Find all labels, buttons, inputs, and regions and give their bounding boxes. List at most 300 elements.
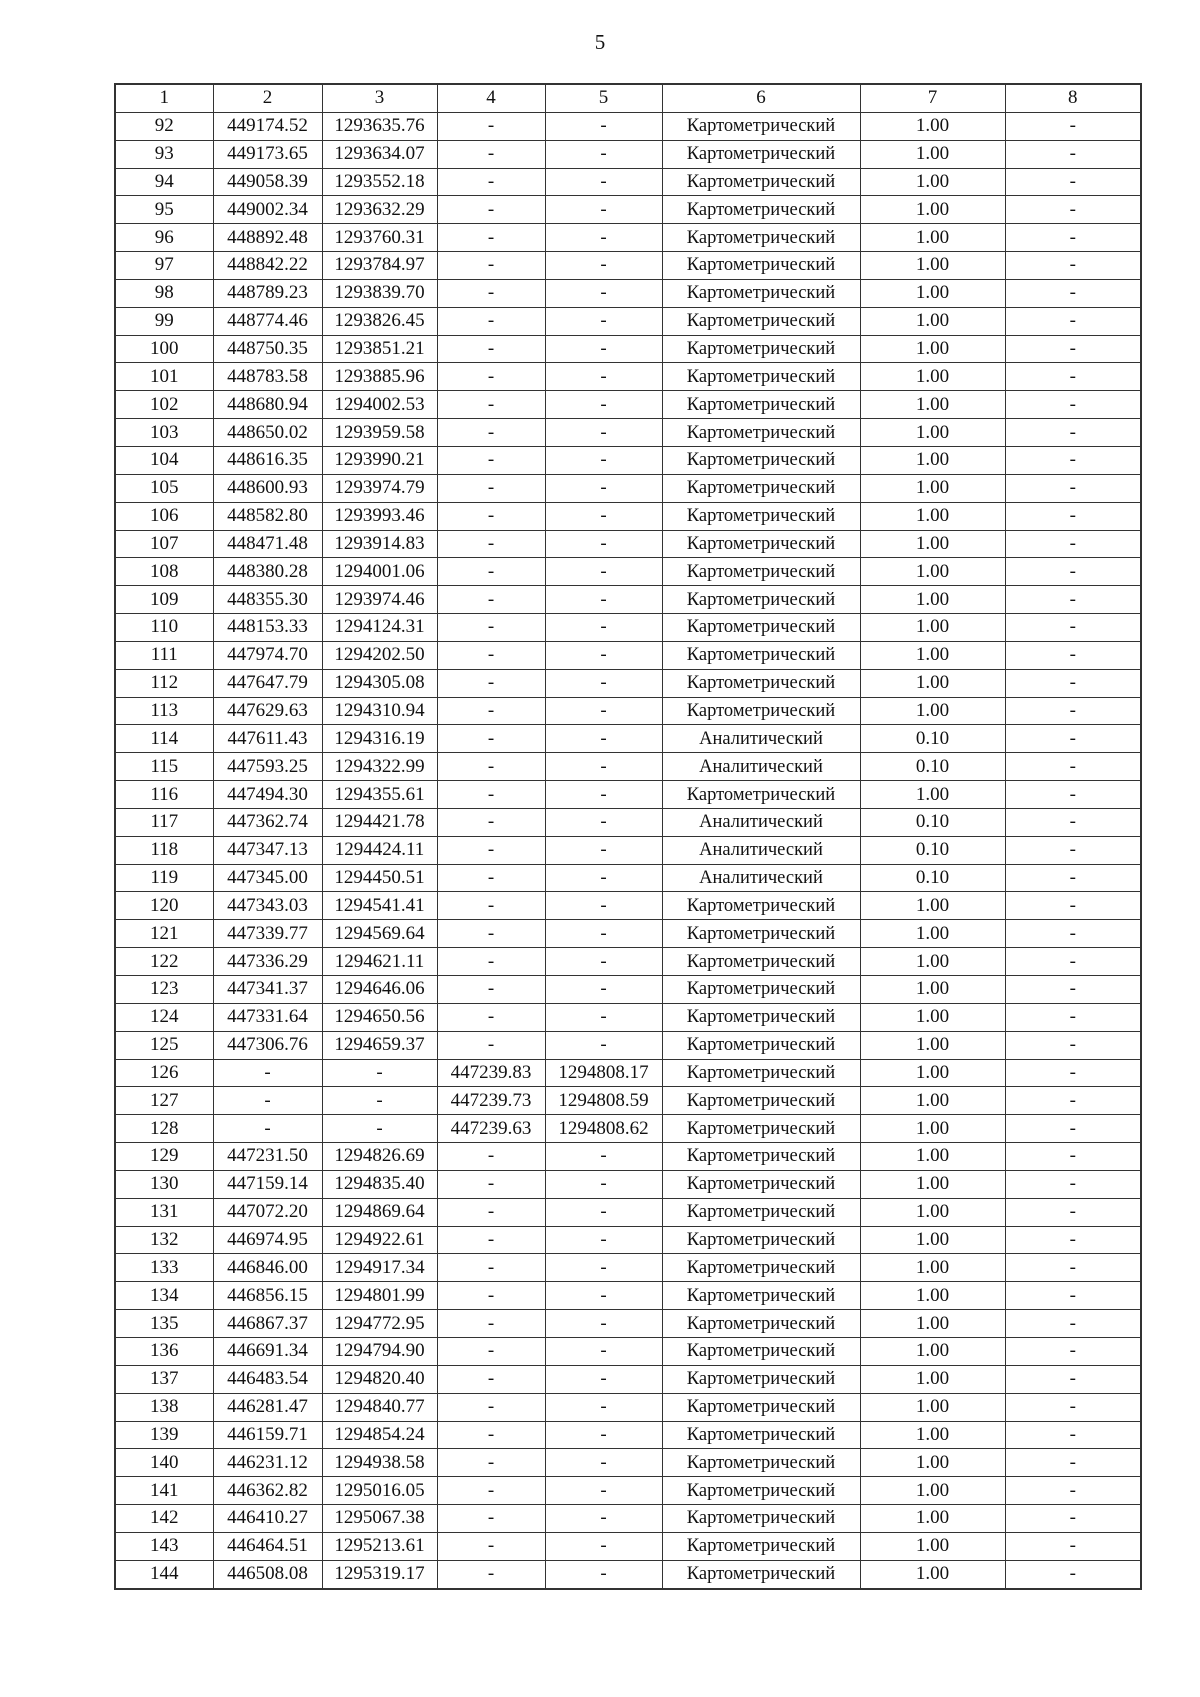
method-cell: Картометрический — [662, 1254, 860, 1282]
x-alt-coordinate-cell: - — [437, 363, 545, 391]
x-coordinate-cell: 448892.48 — [213, 224, 322, 252]
table-row — [115, 224, 1141, 252]
point-number-cell: 124 — [115, 1003, 213, 1031]
y-coordinate-cell: 1293993.46 — [322, 502, 437, 530]
x-alt-coordinate-cell: - — [437, 920, 545, 948]
column-header: 3 — [322, 84, 437, 112]
page-number: 5 — [594, 30, 606, 54]
note-cell: - — [1005, 1170, 1141, 1198]
y-alt-coordinate-cell: - — [545, 224, 662, 252]
note-cell: - — [1005, 1477, 1141, 1505]
accuracy-cell: 1.00 — [860, 1421, 1005, 1449]
y-coordinate-cell: - — [322, 1059, 437, 1087]
y-alt-coordinate-cell: - — [545, 836, 662, 864]
column-header: 7 — [860, 84, 1005, 112]
y-coordinate-cell: 1295016.05 — [322, 1477, 437, 1505]
y-alt-coordinate-cell: - — [545, 641, 662, 669]
x-coordinate-cell: 447494.30 — [213, 781, 322, 809]
note-cell: - — [1005, 279, 1141, 307]
column-header: 1 — [115, 84, 213, 112]
x-alt-coordinate-cell: - — [437, 419, 545, 447]
x-coordinate-cell: 446410.27 — [213, 1505, 322, 1533]
y-coordinate-cell: 1294826.69 — [322, 1143, 437, 1171]
accuracy-cell: 1.00 — [860, 168, 1005, 196]
x-coordinate-cell: 449174.52 — [213, 112, 322, 140]
y-coordinate-cell: 1294569.64 — [322, 920, 437, 948]
point-number-cell: 121 — [115, 920, 213, 948]
y-coordinate-cell: 1295067.38 — [322, 1505, 437, 1533]
header-row — [115, 84, 1141, 112]
point-number-cell: 100 — [115, 335, 213, 363]
note-cell: - — [1005, 1115, 1141, 1143]
accuracy-cell: 0.10 — [860, 864, 1005, 892]
y-coordinate-cell: 1293974.46 — [322, 586, 437, 614]
note-cell: - — [1005, 1003, 1141, 1031]
y-coordinate-cell: 1293634.07 — [322, 140, 437, 168]
y-alt-coordinate-cell: - — [545, 530, 662, 558]
x-coordinate-cell: 446362.82 — [213, 1477, 322, 1505]
point-number-cell: 143 — [115, 1532, 213, 1560]
table-row — [115, 781, 1141, 809]
accuracy-cell: 1.00 — [860, 976, 1005, 1004]
accuracy-cell: 1.00 — [860, 1310, 1005, 1338]
x-alt-coordinate-cell: - — [437, 614, 545, 642]
point-number-cell: 109 — [115, 586, 213, 614]
point-number-cell: 117 — [115, 808, 213, 836]
point-number-cell: 101 — [115, 363, 213, 391]
x-alt-coordinate-cell: - — [437, 307, 545, 335]
table-row — [115, 1282, 1141, 1310]
y-alt-coordinate-cell: - — [545, 391, 662, 419]
note-cell: - — [1005, 892, 1141, 920]
point-number-cell: 119 — [115, 864, 213, 892]
method-cell: Картометрический — [662, 1560, 860, 1588]
x-alt-coordinate-cell: - — [437, 168, 545, 196]
table-row — [115, 1143, 1141, 1171]
note-cell: - — [1005, 641, 1141, 669]
x-coordinate-cell: 447341.37 — [213, 976, 322, 1004]
column-header: 2 — [213, 84, 322, 112]
x-alt-coordinate-cell: - — [437, 781, 545, 809]
y-coordinate-cell: 1294355.61 — [322, 781, 437, 809]
accuracy-cell: 1.00 — [860, 948, 1005, 976]
method-cell: Картометрический — [662, 1393, 860, 1421]
method-cell: Картометрический — [662, 1505, 860, 1533]
note-cell: - — [1005, 808, 1141, 836]
note-cell: - — [1005, 781, 1141, 809]
note-cell: - — [1005, 252, 1141, 280]
note-cell: - — [1005, 1393, 1141, 1421]
accuracy-cell: 1.00 — [860, 1087, 1005, 1115]
x-alt-coordinate-cell: - — [437, 948, 545, 976]
x-alt-coordinate-cell: - — [437, 502, 545, 530]
table-row — [115, 1226, 1141, 1254]
table-row — [115, 1449, 1141, 1477]
accuracy-cell: 1.00 — [860, 1031, 1005, 1059]
y-coordinate-cell: 1293990.21 — [322, 446, 437, 474]
accuracy-cell: 1.00 — [860, 558, 1005, 586]
point-number-cell: 142 — [115, 1505, 213, 1533]
y-coordinate-cell: 1294794.90 — [322, 1337, 437, 1365]
y-alt-coordinate-cell: - — [545, 446, 662, 474]
accuracy-cell: 1.00 — [860, 1059, 1005, 1087]
table-row — [115, 279, 1141, 307]
accuracy-cell: 1.00 — [860, 196, 1005, 224]
y-alt-coordinate-cell: - — [545, 279, 662, 307]
x-coordinate-cell: 448616.35 — [213, 446, 322, 474]
method-cell: Картометрический — [662, 1365, 860, 1393]
x-coordinate-cell: 446691.34 — [213, 1337, 322, 1365]
table-row — [115, 836, 1141, 864]
accuracy-cell: 1.00 — [860, 1365, 1005, 1393]
table-row — [115, 196, 1141, 224]
table-row — [115, 1365, 1141, 1393]
y-coordinate-cell: 1294646.06 — [322, 976, 437, 1004]
table-row — [115, 1477, 1141, 1505]
x-coordinate-cell: 447611.43 — [213, 725, 322, 753]
y-coordinate-cell: 1294820.40 — [322, 1365, 437, 1393]
y-coordinate-cell: 1293826.45 — [322, 307, 437, 335]
point-number-cell: 144 — [115, 1560, 213, 1588]
table-row — [115, 1310, 1141, 1338]
point-number-cell: 122 — [115, 948, 213, 976]
note-cell: - — [1005, 112, 1141, 140]
x-coordinate-cell: 446159.71 — [213, 1421, 322, 1449]
y-alt-coordinate-cell: - — [545, 753, 662, 781]
y-alt-coordinate-cell: 1294808.62 — [545, 1115, 662, 1143]
accuracy-cell: 1.00 — [860, 1170, 1005, 1198]
x-coordinate-cell: 448582.80 — [213, 502, 322, 530]
note-cell: - — [1005, 920, 1141, 948]
x-alt-coordinate-cell: - — [437, 753, 545, 781]
x-alt-coordinate-cell: - — [437, 1560, 545, 1588]
y-alt-coordinate-cell: - — [545, 1282, 662, 1310]
y-coordinate-cell: 1294854.24 — [322, 1421, 437, 1449]
table-row — [115, 1059, 1141, 1087]
note-cell: - — [1005, 586, 1141, 614]
y-alt-coordinate-cell: - — [545, 725, 662, 753]
point-number-cell: 107 — [115, 530, 213, 558]
note-cell: - — [1005, 196, 1141, 224]
x-coordinate-cell: 446483.54 — [213, 1365, 322, 1393]
method-cell: Аналитический — [662, 836, 860, 864]
column-header: 4 — [437, 84, 545, 112]
x-alt-coordinate-cell: - — [437, 1393, 545, 1421]
y-alt-coordinate-cell: - — [545, 586, 662, 614]
y-coordinate-cell: 1295319.17 — [322, 1560, 437, 1588]
x-alt-coordinate-cell: - — [437, 112, 545, 140]
method-cell: Картометрический — [662, 1003, 860, 1031]
point-number-cell: 126 — [115, 1059, 213, 1087]
y-alt-coordinate-cell: - — [545, 614, 662, 642]
accuracy-cell: 1.00 — [860, 669, 1005, 697]
method-cell: Картометрический — [662, 558, 860, 586]
method-cell: Картометрический — [662, 948, 860, 976]
accuracy-cell: 0.10 — [860, 725, 1005, 753]
table-row — [115, 558, 1141, 586]
y-coordinate-cell: 1294322.99 — [322, 753, 437, 781]
table-row — [115, 808, 1141, 836]
y-alt-coordinate-cell: - — [545, 419, 662, 447]
x-coordinate-cell: 446974.95 — [213, 1226, 322, 1254]
method-cell: Картометрический — [662, 363, 860, 391]
note-cell: - — [1005, 530, 1141, 558]
table-row — [115, 725, 1141, 753]
x-coordinate-cell: 447974.70 — [213, 641, 322, 669]
y-alt-coordinate-cell: - — [545, 976, 662, 1004]
table-row — [115, 1170, 1141, 1198]
point-number-cell: 136 — [115, 1337, 213, 1365]
point-number-cell: 108 — [115, 558, 213, 586]
y-coordinate-cell: - — [322, 1087, 437, 1115]
table-row — [115, 1337, 1141, 1365]
column-header: 5 — [545, 84, 662, 112]
note-cell: - — [1005, 697, 1141, 725]
y-coordinate-cell: 1294316.19 — [322, 725, 437, 753]
method-cell: Картометрический — [662, 1115, 860, 1143]
y-alt-coordinate-cell: - — [545, 808, 662, 836]
accuracy-cell: 0.10 — [860, 808, 1005, 836]
method-cell: Картометрический — [662, 1170, 860, 1198]
table-row — [115, 307, 1141, 335]
accuracy-cell: 0.10 — [860, 753, 1005, 781]
accuracy-cell: 1.00 — [860, 1337, 1005, 1365]
y-coordinate-cell: 1294202.50 — [322, 641, 437, 669]
y-coordinate-cell: 1293632.29 — [322, 196, 437, 224]
table-row — [115, 1560, 1141, 1588]
table-row — [115, 697, 1141, 725]
note-cell: - — [1005, 976, 1141, 1004]
method-cell: Аналитический — [662, 725, 860, 753]
x-coordinate-cell: 447629.63 — [213, 697, 322, 725]
x-coordinate-cell: 448750.35 — [213, 335, 322, 363]
table-row — [115, 586, 1141, 614]
note-cell: - — [1005, 558, 1141, 586]
column-header: 8 — [1005, 84, 1141, 112]
point-number-cell: 137 — [115, 1365, 213, 1393]
y-coordinate-cell: 1293784.97 — [322, 252, 437, 280]
method-cell: Картометрический — [662, 1421, 860, 1449]
note-cell: - — [1005, 669, 1141, 697]
method-cell: Картометрический — [662, 920, 860, 948]
point-number-cell: 105 — [115, 474, 213, 502]
y-coordinate-cell: 1293635.76 — [322, 112, 437, 140]
table-row — [115, 1003, 1141, 1031]
method-cell: Картометрический — [662, 781, 860, 809]
y-coordinate-cell: 1295213.61 — [322, 1532, 437, 1560]
x-alt-coordinate-cell: - — [437, 1170, 545, 1198]
table-row — [115, 920, 1141, 948]
y-alt-coordinate-cell: - — [545, 112, 662, 140]
accuracy-cell: 1.00 — [860, 1560, 1005, 1588]
method-cell: Картометрический — [662, 641, 860, 669]
note-cell: - — [1005, 224, 1141, 252]
table-row — [115, 112, 1141, 140]
x-coordinate-cell: 447647.79 — [213, 669, 322, 697]
x-coordinate-cell: 448783.58 — [213, 363, 322, 391]
y-alt-coordinate-cell: - — [545, 363, 662, 391]
method-cell: Картометрический — [662, 1059, 860, 1087]
y-coordinate-cell: 1294424.11 — [322, 836, 437, 864]
point-number-cell: 128 — [115, 1115, 213, 1143]
y-coordinate-cell: 1293914.83 — [322, 530, 437, 558]
table-row — [115, 976, 1141, 1004]
x-coordinate-cell: 447347.13 — [213, 836, 322, 864]
note-cell: - — [1005, 1282, 1141, 1310]
y-coordinate-cell: 1294772.95 — [322, 1310, 437, 1338]
note-cell: - — [1005, 1505, 1141, 1533]
x-alt-coordinate-cell: - — [437, 1254, 545, 1282]
y-alt-coordinate-cell: - — [545, 669, 662, 697]
method-cell: Картометрический — [662, 168, 860, 196]
y-alt-coordinate-cell: - — [545, 1031, 662, 1059]
y-alt-coordinate-cell: - — [545, 168, 662, 196]
y-alt-coordinate-cell: - — [545, 474, 662, 502]
accuracy-cell: 1.00 — [860, 1115, 1005, 1143]
method-cell: Картометрический — [662, 279, 860, 307]
method-cell: Картометрический — [662, 224, 860, 252]
table-row — [115, 948, 1141, 976]
table-row — [115, 1087, 1141, 1115]
accuracy-cell: 1.00 — [860, 224, 1005, 252]
y-alt-coordinate-cell: - — [545, 1393, 662, 1421]
point-number-cell: 97 — [115, 252, 213, 280]
point-number-cell: 99 — [115, 307, 213, 335]
y-coordinate-cell: 1294840.77 — [322, 1393, 437, 1421]
x-alt-coordinate-cell: - — [437, 140, 545, 168]
table-row — [115, 1115, 1141, 1143]
note-cell: - — [1005, 614, 1141, 642]
y-coordinate-cell: 1293839.70 — [322, 279, 437, 307]
method-cell: Картометрический — [662, 697, 860, 725]
x-coordinate-cell: 448842.22 — [213, 252, 322, 280]
point-number-cell: 120 — [115, 892, 213, 920]
y-coordinate-cell: 1294002.53 — [322, 391, 437, 419]
y-coordinate-cell: 1294801.99 — [322, 1282, 437, 1310]
y-coordinate-cell: 1294450.51 — [322, 864, 437, 892]
x-alt-coordinate-cell: - — [437, 1449, 545, 1477]
note-cell: - — [1005, 1031, 1141, 1059]
note-cell: - — [1005, 446, 1141, 474]
method-cell: Картометрический — [662, 474, 860, 502]
point-number-cell: 130 — [115, 1170, 213, 1198]
x-alt-coordinate-cell: - — [437, 530, 545, 558]
accuracy-cell: 1.00 — [860, 920, 1005, 948]
x-coordinate-cell: 447593.25 — [213, 753, 322, 781]
point-number-cell: 116 — [115, 781, 213, 809]
y-coordinate-cell: 1294001.06 — [322, 558, 437, 586]
accuracy-cell: 1.00 — [860, 641, 1005, 669]
accuracy-cell: 1.00 — [860, 252, 1005, 280]
x-coordinate-cell: 447159.14 — [213, 1170, 322, 1198]
x-alt-coordinate-cell: - — [437, 279, 545, 307]
note-cell: - — [1005, 948, 1141, 976]
table-row — [115, 530, 1141, 558]
x-alt-coordinate-cell: 447239.83 — [437, 1059, 545, 1087]
y-alt-coordinate-cell: - — [545, 892, 662, 920]
point-number-cell: 103 — [115, 419, 213, 447]
table-row — [115, 1421, 1141, 1449]
x-alt-coordinate-cell: - — [437, 1505, 545, 1533]
x-alt-coordinate-cell: - — [437, 1003, 545, 1031]
y-coordinate-cell: 1294421.78 — [322, 808, 437, 836]
note-cell: - — [1005, 419, 1141, 447]
x-alt-coordinate-cell: - — [437, 1031, 545, 1059]
note-cell: - — [1005, 1254, 1141, 1282]
x-alt-coordinate-cell: - — [437, 1282, 545, 1310]
accuracy-cell: 1.00 — [860, 1532, 1005, 1560]
table-row — [115, 614, 1141, 642]
x-coordinate-cell: 448789.23 — [213, 279, 322, 307]
accuracy-cell: 1.00 — [860, 614, 1005, 642]
note-cell: - — [1005, 1087, 1141, 1115]
y-alt-coordinate-cell: - — [545, 697, 662, 725]
point-number-cell: 131 — [115, 1198, 213, 1226]
accuracy-cell: 1.00 — [860, 502, 1005, 530]
table-row — [115, 1031, 1141, 1059]
x-coordinate-cell: 447343.03 — [213, 892, 322, 920]
point-number-cell: 96 — [115, 224, 213, 252]
point-number-cell: 141 — [115, 1477, 213, 1505]
y-alt-coordinate-cell: - — [545, 307, 662, 335]
x-alt-coordinate-cell: - — [437, 836, 545, 864]
x-alt-coordinate-cell: - — [437, 697, 545, 725]
x-alt-coordinate-cell: - — [437, 725, 545, 753]
x-alt-coordinate-cell: - — [437, 196, 545, 224]
x-coordinate-cell: 446846.00 — [213, 1254, 322, 1282]
method-cell: Картометрический — [662, 419, 860, 447]
point-number-cell: 104 — [115, 446, 213, 474]
x-coordinate-cell: 446281.47 — [213, 1393, 322, 1421]
x-alt-coordinate-cell: - — [437, 864, 545, 892]
x-alt-coordinate-cell: - — [437, 446, 545, 474]
y-alt-coordinate-cell: - — [545, 1532, 662, 1560]
method-cell: Картометрический — [662, 614, 860, 642]
x-coordinate-cell: 447306.76 — [213, 1031, 322, 1059]
table-row — [115, 474, 1141, 502]
x-coordinate-cell: 447362.74 — [213, 808, 322, 836]
point-number-cell: 127 — [115, 1087, 213, 1115]
y-alt-coordinate-cell: - — [545, 1254, 662, 1282]
note-cell: - — [1005, 1421, 1141, 1449]
accuracy-cell: 1.00 — [860, 391, 1005, 419]
x-alt-coordinate-cell: - — [437, 586, 545, 614]
y-alt-coordinate-cell: - — [545, 335, 662, 363]
method-cell: Картометрический — [662, 112, 860, 140]
point-number-cell: 92 — [115, 112, 213, 140]
x-coordinate-cell: 446508.08 — [213, 1560, 322, 1588]
x-alt-coordinate-cell: - — [437, 1532, 545, 1560]
method-cell: Картометрический — [662, 307, 860, 335]
table-row — [115, 335, 1141, 363]
y-coordinate-cell: - — [322, 1115, 437, 1143]
y-alt-coordinate-cell: - — [545, 252, 662, 280]
column-header: 6 — [662, 84, 860, 112]
x-alt-coordinate-cell: - — [437, 391, 545, 419]
y-alt-coordinate-cell: - — [545, 948, 662, 976]
y-alt-coordinate-cell: - — [545, 502, 662, 530]
y-alt-coordinate-cell: - — [545, 781, 662, 809]
note-cell: - — [1005, 1560, 1141, 1588]
accuracy-cell: 1.00 — [860, 1282, 1005, 1310]
accuracy-cell: 1.00 — [860, 1505, 1005, 1533]
x-coordinate-cell: 446856.15 — [213, 1282, 322, 1310]
table-row — [115, 669, 1141, 697]
x-alt-coordinate-cell: - — [437, 976, 545, 1004]
table-row — [115, 1393, 1141, 1421]
point-number-cell: 115 — [115, 753, 213, 781]
y-coordinate-cell: 1294124.31 — [322, 614, 437, 642]
